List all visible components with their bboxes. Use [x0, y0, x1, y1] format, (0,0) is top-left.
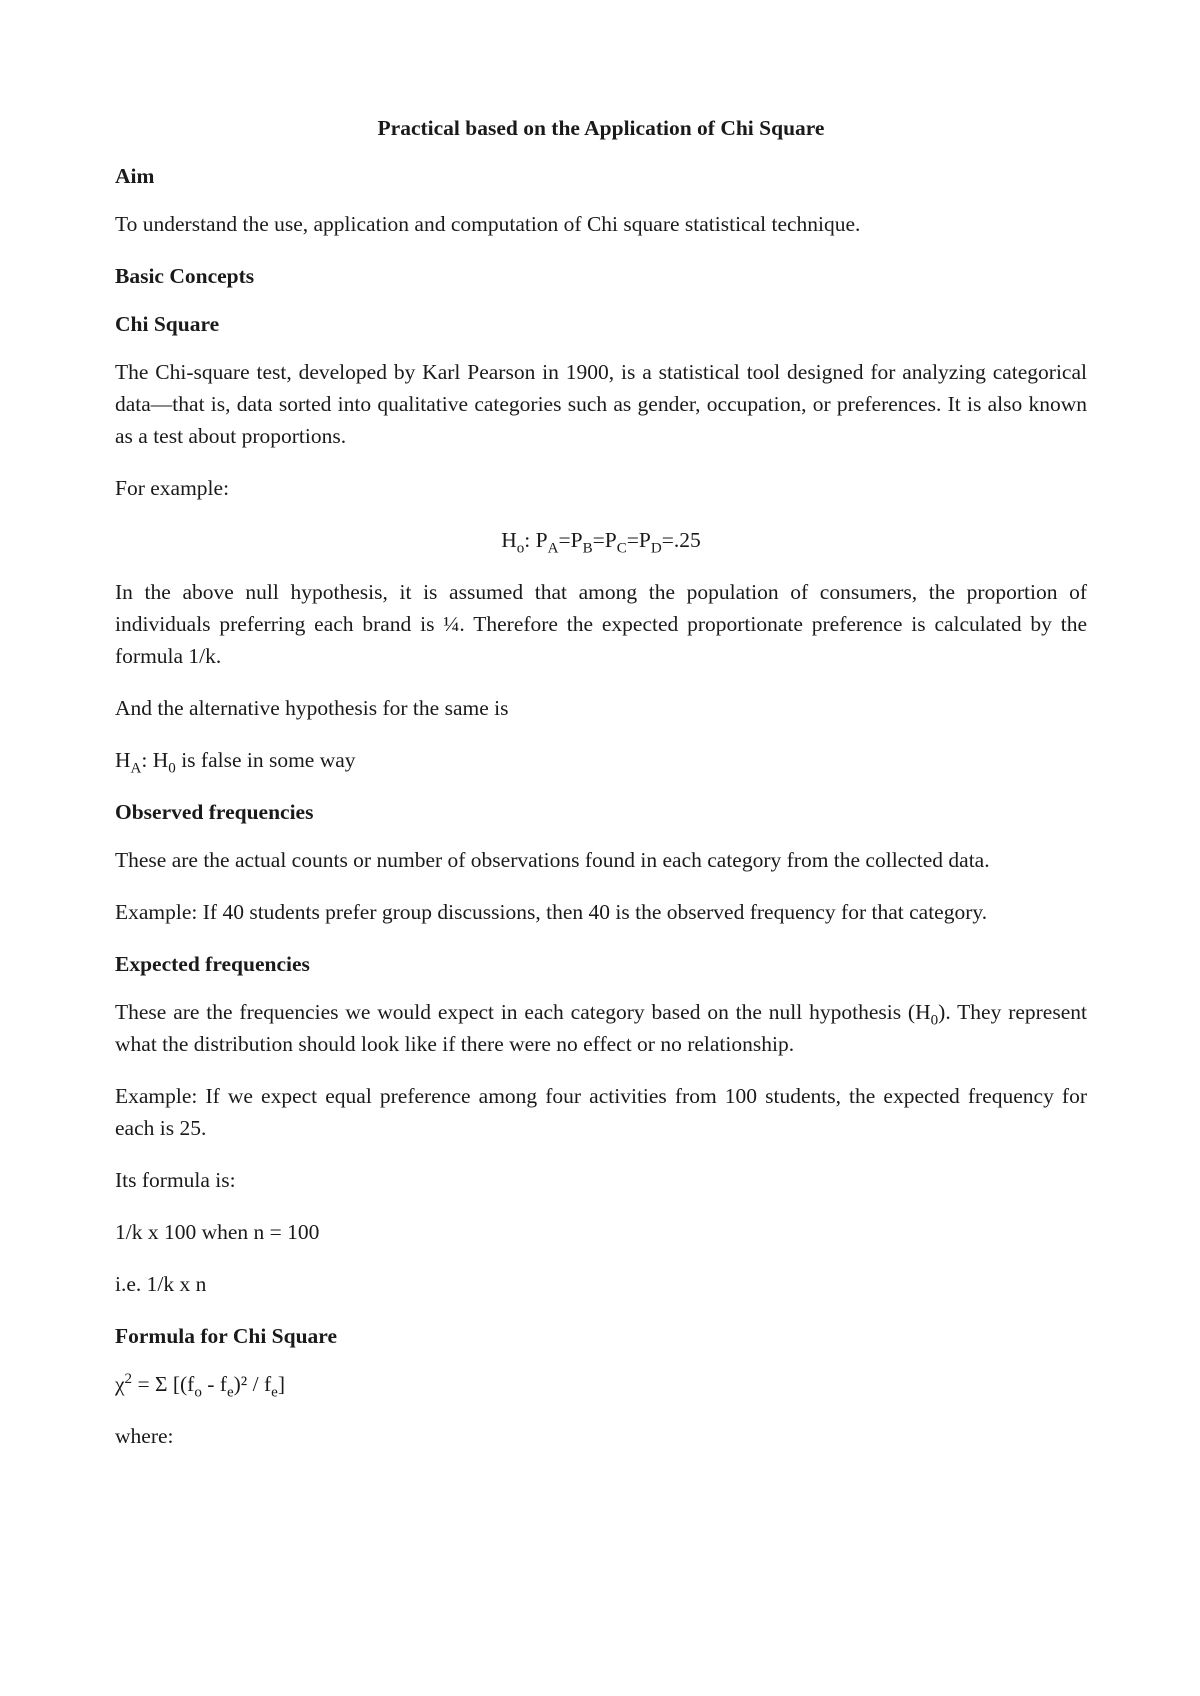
observed-frequencies-text: These are the actual counts or number of observations found in each category from the collected data. — [115, 848, 990, 872]
chi-square-description: The Chi-square test, developed by Karl Pearson in 1900, is a statistical tool designed for analyzing categorical data—that is, data sorted into qualitative categories such as gender, occupation, or preferences. It is also known as a test about proportions. — [115, 360, 1087, 448]
alternative-hypothesis-intro: And the alternative hypothesis for the same is — [115, 696, 509, 720]
document-title: Practical based on the Application of Chi Square — [377, 116, 825, 140]
null-hypothesis-equation: $H_o$: $P_A=P_B=P_C=P_D=.25$ — [501, 528, 701, 557]
example-intro: For example: — [115, 476, 230, 500]
observed-frequencies-heading: Observed frequencies — [115, 800, 314, 824]
null-hypothesis-explanation: In the above null hypothesis, it is assumed that among the population of consumers, the proportion of individuals preferring each brand is ¼. Therefore the expected proportionate preference is calculated by the formula 1/k. — [115, 580, 1087, 668]
alternative-hypothesis-equation: $H_A$: $H_0$ is false in some way — [115, 748, 356, 777]
expected-formula-line-2: i.e. 1/k x n — [115, 1272, 207, 1296]
expected-frequencies-text: These are the frequencies we would expect in each category based on the null hypothesis $(H_0)$. They represent what the distribution should look like if there were no effect or no relationship. — [115, 1000, 1087, 1056]
chi-square-formula-heading: Formula for Chi Square — [115, 1324, 337, 1348]
aim-heading: Aim — [115, 164, 155, 188]
observed-frequencies-example: Example: If 40 students prefer group discussions, then 40 is the observed frequency for that category. — [115, 900, 988, 924]
expected-formula-intro: Its formula is: — [115, 1168, 236, 1192]
expected-frequencies-heading: Expected frequencies — [115, 952, 310, 976]
expected-formula-line-1: 1/k x 100 when n = 100 — [115, 1220, 320, 1244]
chi-square-formula: $\chi^2 = \Sigma$ $[(f_o - f_e)^2 / f_e]$ — [115, 1370, 285, 1401]
basic-concepts-heading: Basic Concepts — [115, 264, 255, 288]
expected-frequencies-example: Example: If we expect equal preference among four activities from 100 students, the expected frequency for each is 25. — [115, 1084, 1087, 1140]
chi-square-heading: Chi Square — [115, 312, 220, 336]
document-page — [115, 112, 1087, 1472]
aim-text: To understand the use, application and computation of Chi square statistical technique. — [115, 212, 861, 236]
formula-where: where: — [115, 1424, 174, 1448]
